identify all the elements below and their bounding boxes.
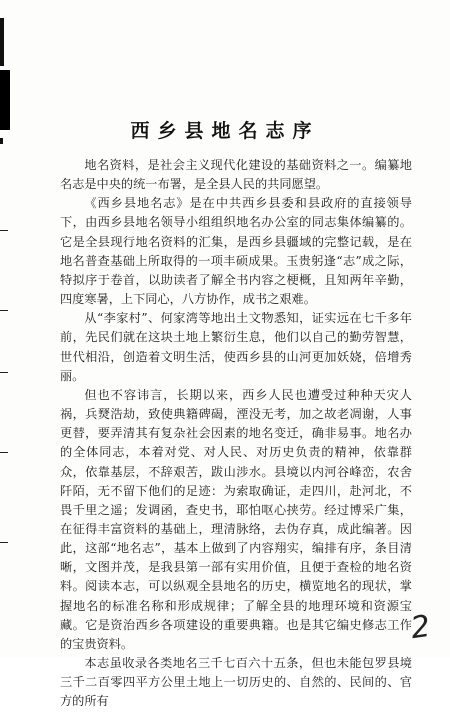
paragraph: 但也不容讳言，长期以来，西乡人民也遭受过种种天灾人祸，兵燹浩劫，致使典籍碑碣，湮没无考，加之故老凋谢，人事更替，要弄清其有复杂社会因素的地名变迁，确非易事。地名办的全体同志，本着对党、对人民、对历史负责的精神，依靠群众，依靠基层，不辞艰苦，跋山涉水。县境以内河谷峰峦，农舍阡陌，无不留下他们的足迹：为索取确证，走四川，赴河北，不畏千里之遥；发调函，查史书，耶怕呕心挟劳。经过博采广集，在征得丰富资料的基础上，理清脉络，去伪存真，成此编著。因此，这部“地名志”，基本上做到了内容翔实，编排有序，条目清晰，文图并茂，是我县第一部有实用价值，且便于查检的地名资料。阅读本志，可以纵观全县地名的历史，横览地名的现状，掌握地名的标准名称和形成规律；了解全县的地理环境和资源宝藏。它是资治西乡各项建设的重要典籍。也是其它编史修志工作的宝贵资料。	[60, 387, 412, 651]
scan-artifact	[0, 310, 8, 311]
scan-artifact	[0, 542, 8, 543]
preface-title: 西乡县地名志序	[130, 119, 320, 142]
handwritten-page-number: 2	[408, 608, 433, 647]
paragraph: 《西乡县地名志》是在中共西乡县委和县政府的直接领导下，由西乡县地名领导小组组织地名办公室的同志集体编纂的。它是全县现行地名资料的汇集，是西乡县疆域的完整记载，是在地名普查基础上所取得的一项丰硕成果。玉贵躬逢“志”成之际，特拟序于卷首，以助读者了解全书内容之梗概，且知两年辛勤，四度寒暑，上下同心，八方协作，成书之艰难。	[60, 196, 412, 307]
paragraph: 从“李家村”、何家湾等地出土文物悉知，证实远在七千多年前，先民们就在这块土地上繁衍生息，他们以自己的勤劳智慧，世代相沿，创造着文明生活，使西乡县的山河更加妖娆，倍增秀丽。	[60, 311, 412, 383]
scan-artifact	[0, 452, 8, 453]
scan-artifact	[0, 18, 4, 66]
scan-artifact	[0, 372, 8, 373]
preface-body	[60, 156, 412, 712]
scan-artifact	[0, 230, 8, 231]
paragraph: 地名资料，是社会主义现代化建设的基础资料之一。编纂地名志是中央的统一布署，是全县人民的共同愿望。	[60, 158, 412, 192]
paragraph: 本志虽收录各类地名三千七百六十五条，但也未能包罗县境三千二百零四平方公里土地上一切历史的、自然的、民间的、官方的所有	[60, 656, 412, 709]
